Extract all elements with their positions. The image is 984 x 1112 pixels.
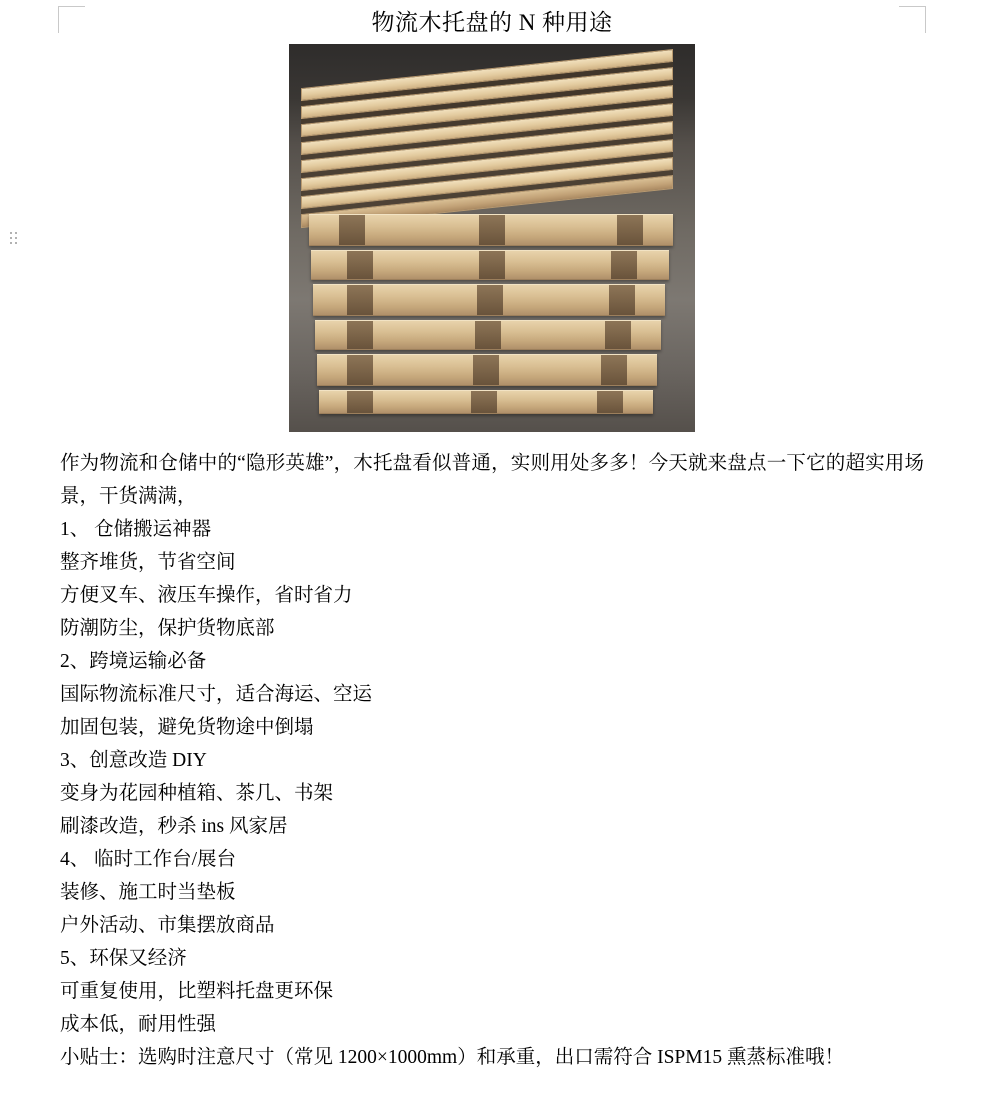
pallet-layer [309,214,673,246]
paragraph-h1b: 方便叉车、液压车操作，省时省力 [60,585,353,606]
pallet-stack [295,64,689,424]
paragraph-h4: 4、 临时工作台/展台 [60,849,237,870]
paragraph-h5a: 可重复使用，比塑料托盘更环保 [60,981,334,1002]
paragraph-h5: 5、环保又经济 [60,948,187,969]
pallet-top-deck [299,44,685,234]
page-corner-mark-top-right [899,6,926,33]
paragraph-intro: 作为物流和仓储中的“隐形英雄”，木托盘看似普通，实则用处多多！今天就来盘点一下它的超实用场景，干货满满， [60,453,924,507]
page-corner-mark-top-left [58,6,85,33]
pallet-stack-image [289,44,695,432]
paragraph-h4b: 户外活动、市集摆放商品 [60,915,275,936]
paragraph-h2b: 加固包装，避免货物途中倒塌 [60,717,314,738]
paragraph-h3a: 变身为花园种植箱、茶几、书架 [60,783,334,804]
paragraph-tip: 小贴士：选购时注意尺寸（常见 1200×1000mm）和承重，出口需符合 ISPM15 熏蒸标准哦！ [60,1047,844,1068]
paragraph-h3b: 刷漆改造，秒杀 ins 风家居 [60,816,288,837]
pallet-layer [317,354,657,386]
paragraph-h1c: 防潮防尘，保护货物底部 [60,618,275,639]
pallet-layer [313,284,665,316]
paragraph-h2a: 国际物流标准尺寸，适合海运、空运 [60,684,373,705]
paragraph-drag-handle-icon[interactable] [10,232,20,246]
paragraph-h4a: 装修、施工时当垫板 [60,882,236,903]
paragraph-h5b: 成本低，耐用性强 [60,1014,217,1035]
paragraph-h2: 2、跨境运输必备 [60,651,207,672]
figure-container [0,44,984,437]
pallet-layer [315,320,661,350]
page-title: 物流木托盘的 N 种用途 [371,10,613,35]
document-body [60,447,924,1074]
pallet-layer [319,390,653,414]
pallet-layer [311,250,669,280]
paragraph-h1a: 整齐堆货，节省空间 [60,552,236,573]
paragraph-h3: 3、创意改造 DIY [60,750,207,771]
paragraph-h1: 1、 仓储搬运神器 [60,519,212,540]
